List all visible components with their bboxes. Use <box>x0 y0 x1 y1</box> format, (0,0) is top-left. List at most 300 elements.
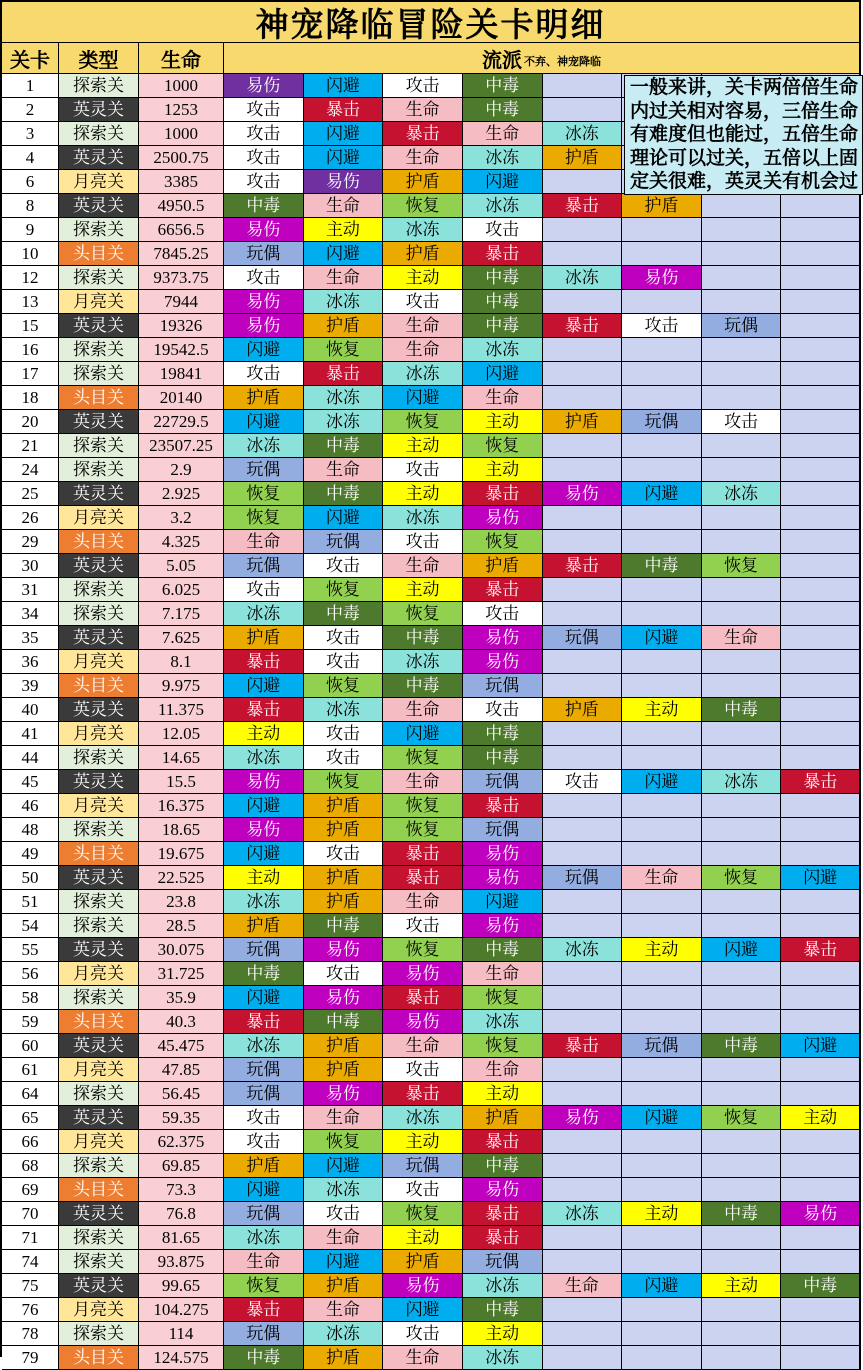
tag-cell[interactable]: 闪避 <box>304 1154 384 1178</box>
empty-cell[interactable] <box>702 1010 782 1034</box>
tag-cell[interactable]: 中毒 <box>224 1346 304 1370</box>
hp-cell[interactable]: 11.375 <box>139 698 224 722</box>
tag-cell[interactable]: 易伤 <box>543 1106 623 1130</box>
type-cell[interactable]: 探索关 <box>59 1082 139 1106</box>
tag-cell[interactable]: 攻击 <box>383 530 463 554</box>
type-cell[interactable]: 英灵关 <box>59 866 139 890</box>
tag-cell[interactable]: 攻击 <box>463 698 543 722</box>
empty-cell[interactable] <box>781 554 861 578</box>
tag-cell[interactable]: 玩偶 <box>463 770 543 794</box>
tag-cell[interactable]: 主动 <box>463 458 543 482</box>
empty-cell[interactable] <box>781 1346 861 1370</box>
tag-cell[interactable]: 冰冻 <box>304 1322 384 1346</box>
tag-cell[interactable]: 护盾 <box>224 914 304 938</box>
tag-cell[interactable]: 攻击 <box>304 554 384 578</box>
empty-cell[interactable] <box>702 602 782 626</box>
tag-cell[interactable]: 攻击 <box>383 458 463 482</box>
empty-cell[interactable] <box>781 482 861 506</box>
level-cell[interactable]: 58 <box>2 986 59 1010</box>
tag-cell[interactable]: 攻击 <box>224 146 304 170</box>
type-cell[interactable]: 探索关 <box>59 74 139 98</box>
hp-cell[interactable]: 4950.5 <box>139 194 224 218</box>
empty-cell[interactable] <box>702 458 782 482</box>
empty-cell[interactable] <box>702 1226 782 1250</box>
empty-cell[interactable] <box>543 914 623 938</box>
empty-cell[interactable] <box>702 650 782 674</box>
empty-cell[interactable] <box>781 1250 861 1274</box>
empty-cell[interactable] <box>781 1154 861 1178</box>
header-level[interactable]: 关卡 <box>2 43 59 74</box>
level-cell[interactable]: 31 <box>2 578 59 602</box>
tag-cell[interactable]: 中毒 <box>463 74 543 98</box>
empty-cell[interactable] <box>702 914 782 938</box>
hp-cell[interactable]: 93.875 <box>139 1250 224 1274</box>
tag-cell[interactable]: 生命 <box>383 770 463 794</box>
tag-cell[interactable]: 易伤 <box>463 866 543 890</box>
type-cell[interactable]: 月亮关 <box>59 290 139 314</box>
hp-cell[interactable]: 73.3 <box>139 1178 224 1202</box>
tag-cell[interactable]: 主动 <box>224 866 304 890</box>
tag-cell[interactable]: 生命 <box>383 554 463 578</box>
hp-cell[interactable]: 4.325 <box>139 530 224 554</box>
tag-cell[interactable]: 易伤 <box>543 482 623 506</box>
empty-cell[interactable] <box>543 602 623 626</box>
tag-cell[interactable]: 攻击 <box>224 1106 304 1130</box>
hp-cell[interactable]: 7.625 <box>139 626 224 650</box>
empty-cell[interactable] <box>543 1322 623 1346</box>
tag-cell[interactable]: 生命 <box>304 266 384 290</box>
tag-cell[interactable]: 攻击 <box>304 650 384 674</box>
empty-cell[interactable] <box>781 386 861 410</box>
level-cell[interactable]: 16 <box>2 338 59 362</box>
tag-cell[interactable]: 护盾 <box>224 1154 304 1178</box>
empty-cell[interactable] <box>702 1082 782 1106</box>
empty-cell[interactable] <box>781 290 861 314</box>
tag-cell[interactable]: 玩偶 <box>224 938 304 962</box>
tag-cell[interactable]: 攻击 <box>304 626 384 650</box>
tag-cell[interactable]: 生命 <box>383 698 463 722</box>
type-cell[interactable]: 头目关 <box>59 386 139 410</box>
type-cell[interactable]: 月亮关 <box>59 1130 139 1154</box>
tag-cell[interactable]: 易伤 <box>781 1202 861 1226</box>
tag-cell[interactable]: 玩偶 <box>463 674 543 698</box>
tag-cell[interactable]: 生命 <box>463 962 543 986</box>
empty-cell[interactable] <box>622 602 702 626</box>
tag-cell[interactable]: 暴击 <box>463 1130 543 1154</box>
tag-cell[interactable]: 生命 <box>463 1058 543 1082</box>
tag-cell[interactable]: 冰冻 <box>383 362 463 386</box>
tag-cell[interactable]: 暴击 <box>224 650 304 674</box>
empty-cell[interactable] <box>702 530 782 554</box>
tag-cell[interactable]: 易伤 <box>383 1274 463 1298</box>
tag-cell[interactable]: 中毒 <box>463 938 543 962</box>
level-cell[interactable]: 9 <box>2 218 59 242</box>
empty-cell[interactable] <box>543 506 623 530</box>
tag-cell[interactable]: 护盾 <box>463 554 543 578</box>
empty-cell[interactable] <box>622 1250 702 1274</box>
empty-cell[interactable] <box>622 1058 702 1082</box>
tag-cell[interactable]: 主动 <box>224 722 304 746</box>
type-cell[interactable]: 探索关 <box>59 1226 139 1250</box>
header-hp[interactable]: 生命 <box>139 43 224 74</box>
level-cell[interactable]: 13 <box>2 290 59 314</box>
empty-cell[interactable] <box>702 986 782 1010</box>
type-cell[interactable]: 探索关 <box>59 1154 139 1178</box>
type-cell[interactable]: 英灵关 <box>59 146 139 170</box>
empty-cell[interactable] <box>702 1130 782 1154</box>
tag-cell[interactable]: 恢复 <box>383 602 463 626</box>
tag-cell[interactable]: 暴击 <box>781 938 861 962</box>
hp-cell[interactable]: 114 <box>139 1322 224 1346</box>
tag-cell[interactable]: 攻击 <box>383 1058 463 1082</box>
empty-cell[interactable] <box>622 218 702 242</box>
tag-cell[interactable]: 中毒 <box>463 314 543 338</box>
empty-cell[interactable] <box>543 434 623 458</box>
empty-cell[interactable] <box>781 242 861 266</box>
tag-cell[interactable]: 玩偶 <box>702 314 782 338</box>
tag-cell[interactable]: 冰冻 <box>304 386 384 410</box>
tag-cell[interactable]: 玩偶 <box>224 554 304 578</box>
tag-cell[interactable]: 易伤 <box>304 986 384 1010</box>
tag-cell[interactable]: 闪避 <box>702 938 782 962</box>
tag-cell[interactable]: 暴击 <box>224 1010 304 1034</box>
hp-cell[interactable]: 28.5 <box>139 914 224 938</box>
hp-cell[interactable]: 7944 <box>139 290 224 314</box>
tag-cell[interactable]: 冰冻 <box>304 698 384 722</box>
tag-cell[interactable]: 护盾 <box>304 1058 384 1082</box>
tag-cell[interactable]: 冰冻 <box>463 1274 543 1298</box>
hp-cell[interactable]: 2500.75 <box>139 146 224 170</box>
type-cell[interactable]: 探索关 <box>59 746 139 770</box>
level-cell[interactable]: 59 <box>2 1010 59 1034</box>
level-cell[interactable]: 61 <box>2 1058 59 1082</box>
type-cell[interactable]: 头目关 <box>59 1178 139 1202</box>
tag-cell[interactable]: 主动 <box>702 1274 782 1298</box>
tag-cell[interactable]: 恢复 <box>224 506 304 530</box>
tag-cell[interactable]: 暴击 <box>383 866 463 890</box>
tag-cell[interactable]: 生命 <box>383 314 463 338</box>
level-cell[interactable]: 41 <box>2 722 59 746</box>
hp-cell[interactable]: 56.45 <box>139 1082 224 1106</box>
type-cell[interactable]: 月亮关 <box>59 506 139 530</box>
page-title[interactable]: 神宠降临冒险关卡明细 <box>2 0 861 43</box>
tag-cell[interactable]: 闪避 <box>304 146 384 170</box>
empty-cell[interactable] <box>702 746 782 770</box>
tag-cell[interactable]: 护盾 <box>304 818 384 842</box>
hp-cell[interactable]: 14.65 <box>139 746 224 770</box>
tag-cell[interactable]: 暴击 <box>224 698 304 722</box>
tag-cell[interactable]: 易伤 <box>224 818 304 842</box>
tag-cell[interactable]: 生命 <box>304 1226 384 1250</box>
tag-cell[interactable]: 护盾 <box>304 866 384 890</box>
tag-cell[interactable]: 攻击 <box>383 74 463 98</box>
hp-cell[interactable]: 31.725 <box>139 962 224 986</box>
tag-cell[interactable]: 闪避 <box>622 1106 702 1130</box>
empty-cell[interactable] <box>781 986 861 1010</box>
tag-cell[interactable]: 攻击 <box>304 1202 384 1226</box>
empty-cell[interactable] <box>781 362 861 386</box>
tag-cell[interactable]: 闪避 <box>463 362 543 386</box>
tag-cell[interactable]: 攻击 <box>304 746 384 770</box>
tag-cell[interactable]: 冰冻 <box>463 146 543 170</box>
tag-cell[interactable]: 中毒 <box>383 626 463 650</box>
empty-cell[interactable] <box>543 890 623 914</box>
type-cell[interactable]: 月亮关 <box>59 962 139 986</box>
level-cell[interactable]: 25 <box>2 482 59 506</box>
tag-cell[interactable]: 易伤 <box>224 218 304 242</box>
tag-cell[interactable]: 玩偶 <box>224 1322 304 1346</box>
tag-cell[interactable]: 冰冻 <box>543 122 623 146</box>
tag-cell[interactable]: 闪避 <box>304 1250 384 1274</box>
tag-cell[interactable]: 易伤 <box>304 1082 384 1106</box>
tag-cell[interactable]: 闪避 <box>463 170 543 194</box>
empty-cell[interactable] <box>543 98 623 122</box>
hp-cell[interactable]: 45.475 <box>139 1034 224 1058</box>
hp-cell[interactable]: 1000 <box>139 74 224 98</box>
tag-cell[interactable]: 暴击 <box>463 242 543 266</box>
tag-cell[interactable]: 玩偶 <box>622 410 702 434</box>
tag-cell[interactable]: 攻击 <box>304 962 384 986</box>
level-cell[interactable]: 51 <box>2 890 59 914</box>
tag-cell[interactable]: 生命 <box>702 626 782 650</box>
tag-cell[interactable]: 攻击 <box>224 98 304 122</box>
tag-cell[interactable]: 闪避 <box>224 986 304 1010</box>
empty-cell[interactable] <box>622 1322 702 1346</box>
empty-cell[interactable] <box>702 578 782 602</box>
empty-cell[interactable] <box>781 626 861 650</box>
tag-cell[interactable]: 易伤 <box>622 266 702 290</box>
tag-cell[interactable]: 护盾 <box>463 1106 543 1130</box>
empty-cell[interactable] <box>702 1346 782 1370</box>
type-cell[interactable]: 探索关 <box>59 218 139 242</box>
empty-cell[interactable] <box>781 722 861 746</box>
type-cell[interactable]: 探索关 <box>59 602 139 626</box>
tag-cell[interactable]: 中毒 <box>463 266 543 290</box>
level-cell[interactable]: 79 <box>2 1346 59 1370</box>
tag-cell[interactable]: 冰冻 <box>224 1034 304 1058</box>
tag-cell[interactable]: 生命 <box>304 1298 384 1322</box>
empty-cell[interactable] <box>702 290 782 314</box>
tag-cell[interactable]: 暴击 <box>781 770 861 794</box>
hp-cell[interactable]: 8.1 <box>139 650 224 674</box>
empty-cell[interactable] <box>622 242 702 266</box>
empty-cell[interactable] <box>622 818 702 842</box>
tag-cell[interactable]: 暴击 <box>463 578 543 602</box>
empty-cell[interactable] <box>543 242 623 266</box>
tag-cell[interactable]: 易伤 <box>463 1178 543 1202</box>
tag-cell[interactable]: 闪避 <box>304 242 384 266</box>
empty-cell[interactable] <box>543 1082 623 1106</box>
empty-cell[interactable] <box>622 1178 702 1202</box>
tag-cell[interactable]: 中毒 <box>781 1274 861 1298</box>
empty-cell[interactable] <box>543 746 623 770</box>
empty-cell[interactable] <box>622 1010 702 1034</box>
tag-cell[interactable]: 易伤 <box>463 914 543 938</box>
tag-cell[interactable]: 主动 <box>383 1226 463 1250</box>
tag-cell[interactable]: 恢复 <box>702 1106 782 1130</box>
hp-cell[interactable]: 6656.5 <box>139 218 224 242</box>
tag-cell[interactable]: 玩偶 <box>543 866 623 890</box>
tag-cell[interactable]: 生命 <box>224 1250 304 1274</box>
empty-cell[interactable] <box>781 746 861 770</box>
empty-cell[interactable] <box>543 794 623 818</box>
tag-cell[interactable]: 暴击 <box>463 1202 543 1226</box>
tag-cell[interactable]: 护盾 <box>304 794 384 818</box>
hp-cell[interactable]: 9373.75 <box>139 266 224 290</box>
tag-cell[interactable]: 中毒 <box>463 98 543 122</box>
tag-cell[interactable]: 暴击 <box>463 794 543 818</box>
tag-cell[interactable]: 冰冻 <box>543 1202 623 1226</box>
level-cell[interactable]: 8 <box>2 194 59 218</box>
tag-cell[interactable]: 恢复 <box>463 986 543 1010</box>
tag-cell[interactable]: 闪避 <box>304 122 384 146</box>
tag-cell[interactable]: 暴击 <box>463 1226 543 1250</box>
tag-cell[interactable]: 恢复 <box>304 1130 384 1154</box>
tag-cell[interactable]: 护盾 <box>622 194 702 218</box>
empty-cell[interactable] <box>781 794 861 818</box>
empty-cell[interactable] <box>781 218 861 242</box>
hp-cell[interactable]: 3385 <box>139 170 224 194</box>
empty-cell[interactable] <box>622 794 702 818</box>
level-cell[interactable]: 70 <box>2 1202 59 1226</box>
tag-cell[interactable]: 冰冻 <box>383 218 463 242</box>
tag-cell[interactable]: 冰冻 <box>543 266 623 290</box>
empty-cell[interactable] <box>543 1154 623 1178</box>
type-cell[interactable]: 探索关 <box>59 362 139 386</box>
type-cell[interactable]: 探索关 <box>59 434 139 458</box>
level-cell[interactable]: 68 <box>2 1154 59 1178</box>
empty-cell[interactable] <box>622 746 702 770</box>
empty-cell[interactable] <box>622 530 702 554</box>
level-cell[interactable]: 46 <box>2 794 59 818</box>
tag-cell[interactable]: 攻击 <box>383 1322 463 1346</box>
tag-cell[interactable]: 中毒 <box>463 290 543 314</box>
empty-cell[interactable] <box>702 1250 782 1274</box>
empty-cell[interactable] <box>622 362 702 386</box>
tag-cell[interactable]: 中毒 <box>383 674 463 698</box>
type-cell[interactable]: 探索关 <box>59 458 139 482</box>
level-cell[interactable]: 21 <box>2 434 59 458</box>
empty-cell[interactable] <box>622 962 702 986</box>
empty-cell[interactable] <box>543 818 623 842</box>
tag-cell[interactable]: 闪避 <box>781 866 861 890</box>
tag-cell[interactable]: 中毒 <box>463 1298 543 1322</box>
tag-cell[interactable]: 玩偶 <box>304 530 384 554</box>
tag-cell[interactable]: 暴击 <box>463 482 543 506</box>
empty-cell[interactable] <box>543 842 623 866</box>
tag-cell[interactable]: 冰冻 <box>224 602 304 626</box>
empty-cell[interactable] <box>622 578 702 602</box>
tag-cell[interactable]: 护盾 <box>383 170 463 194</box>
level-cell[interactable]: 45 <box>2 770 59 794</box>
tag-cell[interactable]: 易伤 <box>383 1010 463 1034</box>
type-cell[interactable]: 头目关 <box>59 1010 139 1034</box>
tag-cell[interactable]: 玩偶 <box>224 242 304 266</box>
tag-cell[interactable]: 玩偶 <box>224 1202 304 1226</box>
tag-cell[interactable]: 攻击 <box>463 218 543 242</box>
tag-cell[interactable]: 护盾 <box>383 1250 463 1274</box>
hp-cell[interactable]: 18.65 <box>139 818 224 842</box>
level-cell[interactable]: 40 <box>2 698 59 722</box>
tag-cell[interactable]: 攻击 <box>622 314 702 338</box>
type-cell[interactable]: 英灵关 <box>59 194 139 218</box>
tag-cell[interactable]: 恢复 <box>383 410 463 434</box>
tag-cell[interactable]: 闪避 <box>224 842 304 866</box>
tag-cell[interactable]: 生命 <box>304 1106 384 1130</box>
empty-cell[interactable] <box>543 458 623 482</box>
tag-cell[interactable]: 恢复 <box>463 1034 543 1058</box>
empty-cell[interactable] <box>781 962 861 986</box>
empty-cell[interactable] <box>543 218 623 242</box>
empty-cell[interactable] <box>543 1010 623 1034</box>
hp-cell[interactable]: 2.9 <box>139 458 224 482</box>
tag-cell[interactable]: 攻击 <box>543 770 623 794</box>
empty-cell[interactable] <box>543 1130 623 1154</box>
tag-cell[interactable]: 中毒 <box>304 602 384 626</box>
empty-cell[interactable] <box>543 386 623 410</box>
hp-cell[interactable]: 20140 <box>139 386 224 410</box>
tag-cell[interactable]: 护盾 <box>383 242 463 266</box>
hp-cell[interactable]: 19542.5 <box>139 338 224 362</box>
empty-cell[interactable] <box>781 266 861 290</box>
empty-cell[interactable] <box>781 314 861 338</box>
tag-cell[interactable]: 易伤 <box>463 506 543 530</box>
tag-cell[interactable]: 易伤 <box>304 938 384 962</box>
tag-cell[interactable]: 攻击 <box>383 290 463 314</box>
type-cell[interactable]: 头目关 <box>59 674 139 698</box>
hp-cell[interactable]: 124.575 <box>139 1346 224 1370</box>
empty-cell[interactable] <box>543 1346 623 1370</box>
tag-cell[interactable]: 暴击 <box>383 122 463 146</box>
tag-cell[interactable]: 恢复 <box>702 554 782 578</box>
level-cell[interactable]: 34 <box>2 602 59 626</box>
hp-cell[interactable]: 12.05 <box>139 722 224 746</box>
hp-cell[interactable]: 22.525 <box>139 866 224 890</box>
tag-cell[interactable]: 主动 <box>463 410 543 434</box>
empty-cell[interactable] <box>543 674 623 698</box>
tag-cell[interactable]: 易伤 <box>463 626 543 650</box>
type-cell[interactable]: 月亮关 <box>59 1298 139 1322</box>
hp-cell[interactable]: 40.3 <box>139 1010 224 1034</box>
type-cell[interactable]: 月亮关 <box>59 722 139 746</box>
tag-cell[interactable]: 冰冻 <box>224 890 304 914</box>
empty-cell[interactable] <box>622 650 702 674</box>
tag-cell[interactable]: 中毒 <box>463 722 543 746</box>
empty-cell[interactable] <box>622 842 702 866</box>
level-cell[interactable]: 6 <box>2 170 59 194</box>
empty-cell[interactable] <box>781 1226 861 1250</box>
tag-cell[interactable]: 闪避 <box>304 74 384 98</box>
tag-cell[interactable]: 护盾 <box>224 386 304 410</box>
empty-cell[interactable] <box>622 458 702 482</box>
empty-cell[interactable] <box>702 266 782 290</box>
tag-cell[interactable]: 恢复 <box>383 794 463 818</box>
hp-cell[interactable]: 104.275 <box>139 1298 224 1322</box>
tag-cell[interactable]: 攻击 <box>224 170 304 194</box>
tag-cell[interactable]: 易伤 <box>383 962 463 986</box>
type-cell[interactable]: 头目关 <box>59 1346 139 1370</box>
empty-cell[interactable] <box>702 842 782 866</box>
tag-cell[interactable]: 攻击 <box>224 1130 304 1154</box>
tag-cell[interactable]: 暴击 <box>543 194 623 218</box>
tag-cell[interactable]: 恢复 <box>224 1274 304 1298</box>
empty-cell[interactable] <box>702 1178 782 1202</box>
hp-cell[interactable]: 1000 <box>139 122 224 146</box>
empty-cell[interactable] <box>781 1010 861 1034</box>
tag-cell[interactable]: 玩偶 <box>463 818 543 842</box>
tag-cell[interactable]: 冰冻 <box>224 434 304 458</box>
type-cell[interactable]: 英灵关 <box>59 554 139 578</box>
